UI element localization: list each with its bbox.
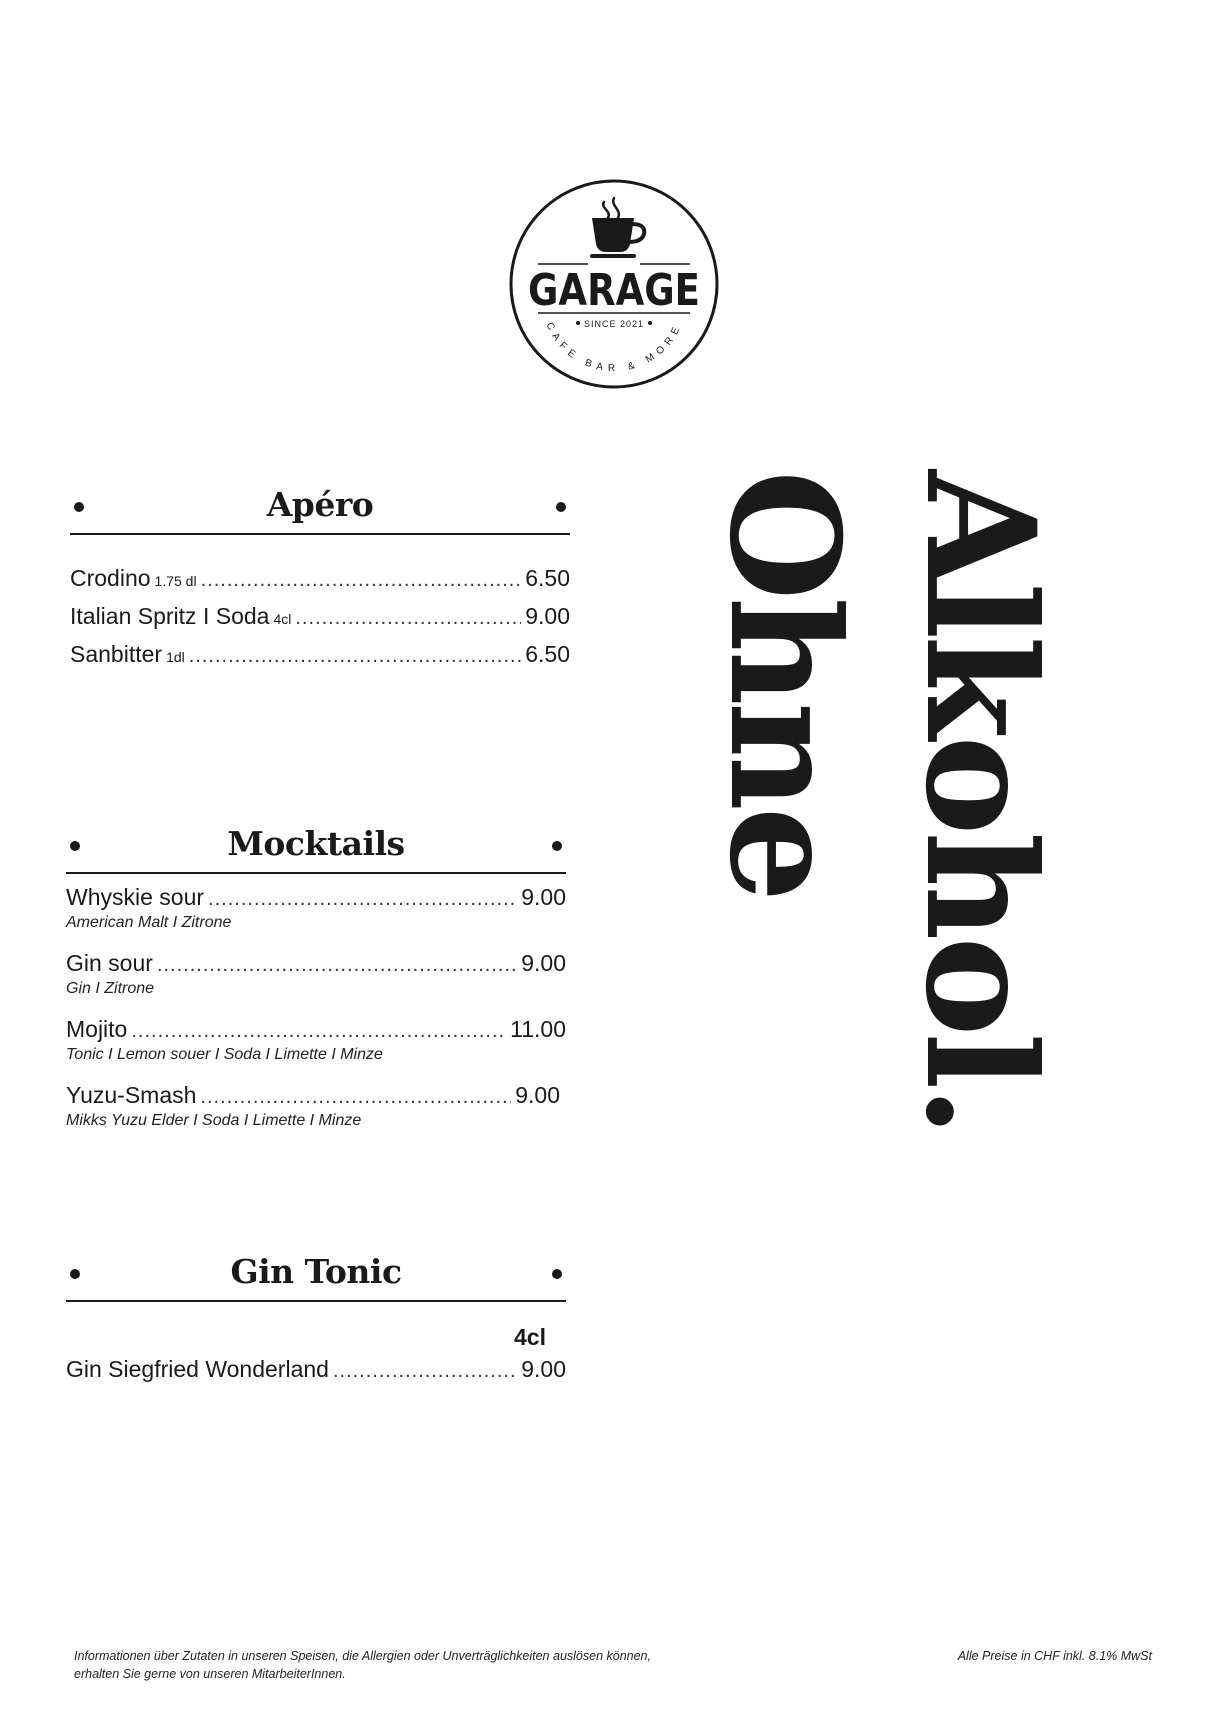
dot-leader	[200, 1078, 511, 1115]
item-name: Crodino	[70, 565, 151, 591]
logo-wordmark: GARAGE	[528, 265, 700, 316]
dot-leader	[201, 561, 522, 598]
item-name: Italian Spritz I Soda	[70, 603, 270, 629]
bullet-dot	[556, 502, 566, 512]
item-name: Gin sour	[66, 950, 153, 976]
prices-note: Alle Preise in CHF inkl. 8.1% MwSt	[957, 1649, 1152, 1663]
menu-item	[66, 880, 566, 917]
item-price: 6.50	[525, 565, 570, 591]
bullet-dot	[552, 1269, 562, 1279]
item-price: 9.00	[521, 884, 566, 910]
section-title: Mocktails	[227, 824, 405, 863]
bullet-dot	[552, 841, 562, 851]
headline-line2: Ohne	[696, 470, 872, 899]
section-apero	[70, 483, 570, 675]
item-description: American Malt I Zitrone	[66, 914, 232, 931]
allergy-note	[74, 1647, 651, 1683]
section-header	[70, 483, 570, 535]
garage-logo	[508, 178, 720, 390]
section-gin-tonic	[66, 1250, 566, 1389]
logo-tagline: CAFE BAR & MORE	[543, 320, 685, 375]
item-name: Yuzu-Smash	[66, 1082, 197, 1108]
menu-item	[66, 1078, 566, 1115]
headline-vertical	[686, 470, 1078, 1134]
item-name: Gin Siegfried Wonderland	[66, 1356, 329, 1382]
allergy-note-line2: erhalten Sie gerne von unseren MitarbeiterInnen.	[74, 1667, 346, 1681]
item-name: Whyskie sour	[66, 884, 205, 910]
menu-item	[70, 599, 570, 637]
dot-leader	[157, 946, 517, 983]
dot-leader	[189, 637, 521, 674]
logo-since: SINCE 2021	[583, 319, 645, 329]
item-description: Mikks Yuzu Elder I Soda I Limette I Minze	[66, 1112, 362, 1129]
item-price: 6.50	[525, 641, 570, 667]
item-volume: 1dl	[166, 649, 185, 665]
section-title: Gin Tonic	[230, 1252, 402, 1291]
item-volume: 1.75 dl	[154, 573, 197, 589]
menu-item	[66, 946, 566, 983]
menu-item	[70, 637, 570, 675]
logo-emblem	[508, 178, 720, 390]
item-name: Mojito	[66, 1016, 128, 1042]
dot-leader	[295, 599, 521, 636]
section-header	[66, 1250, 566, 1302]
section-header	[66, 822, 566, 874]
allergy-note-line1: Informationen über Zutaten in unseren Speisen, die Allergien oder Unverträglichkeiten auslösen können,	[74, 1649, 651, 1663]
item-name: Sanbitter	[70, 641, 163, 667]
dot-leader	[333, 1352, 517, 1389]
size-label: 4cl	[514, 1324, 546, 1350]
item-price: 9.00	[521, 950, 566, 976]
item-volume: 4cl	[273, 611, 292, 627]
section-mocktails	[66, 822, 566, 1144]
item-price: 9.00	[515, 1082, 560, 1108]
item-price: 9.00	[525, 603, 570, 629]
menu-item	[66, 1012, 566, 1049]
item-price: 11.00	[510, 1016, 566, 1042]
menu-item	[66, 1352, 566, 1389]
item-description: Gin I Zitrone	[66, 980, 155, 997]
item-description: Tonic I Lemon souer I Soda I Limette I Minze	[66, 1046, 383, 1063]
section-title: Apéro	[266, 485, 374, 524]
headline-line1: Alkohol.	[892, 470, 1068, 1134]
item-price: 9.00	[521, 1356, 566, 1382]
dot-leader	[131, 1012, 506, 1049]
menu-item	[70, 561, 570, 599]
dot-leader	[208, 880, 517, 917]
